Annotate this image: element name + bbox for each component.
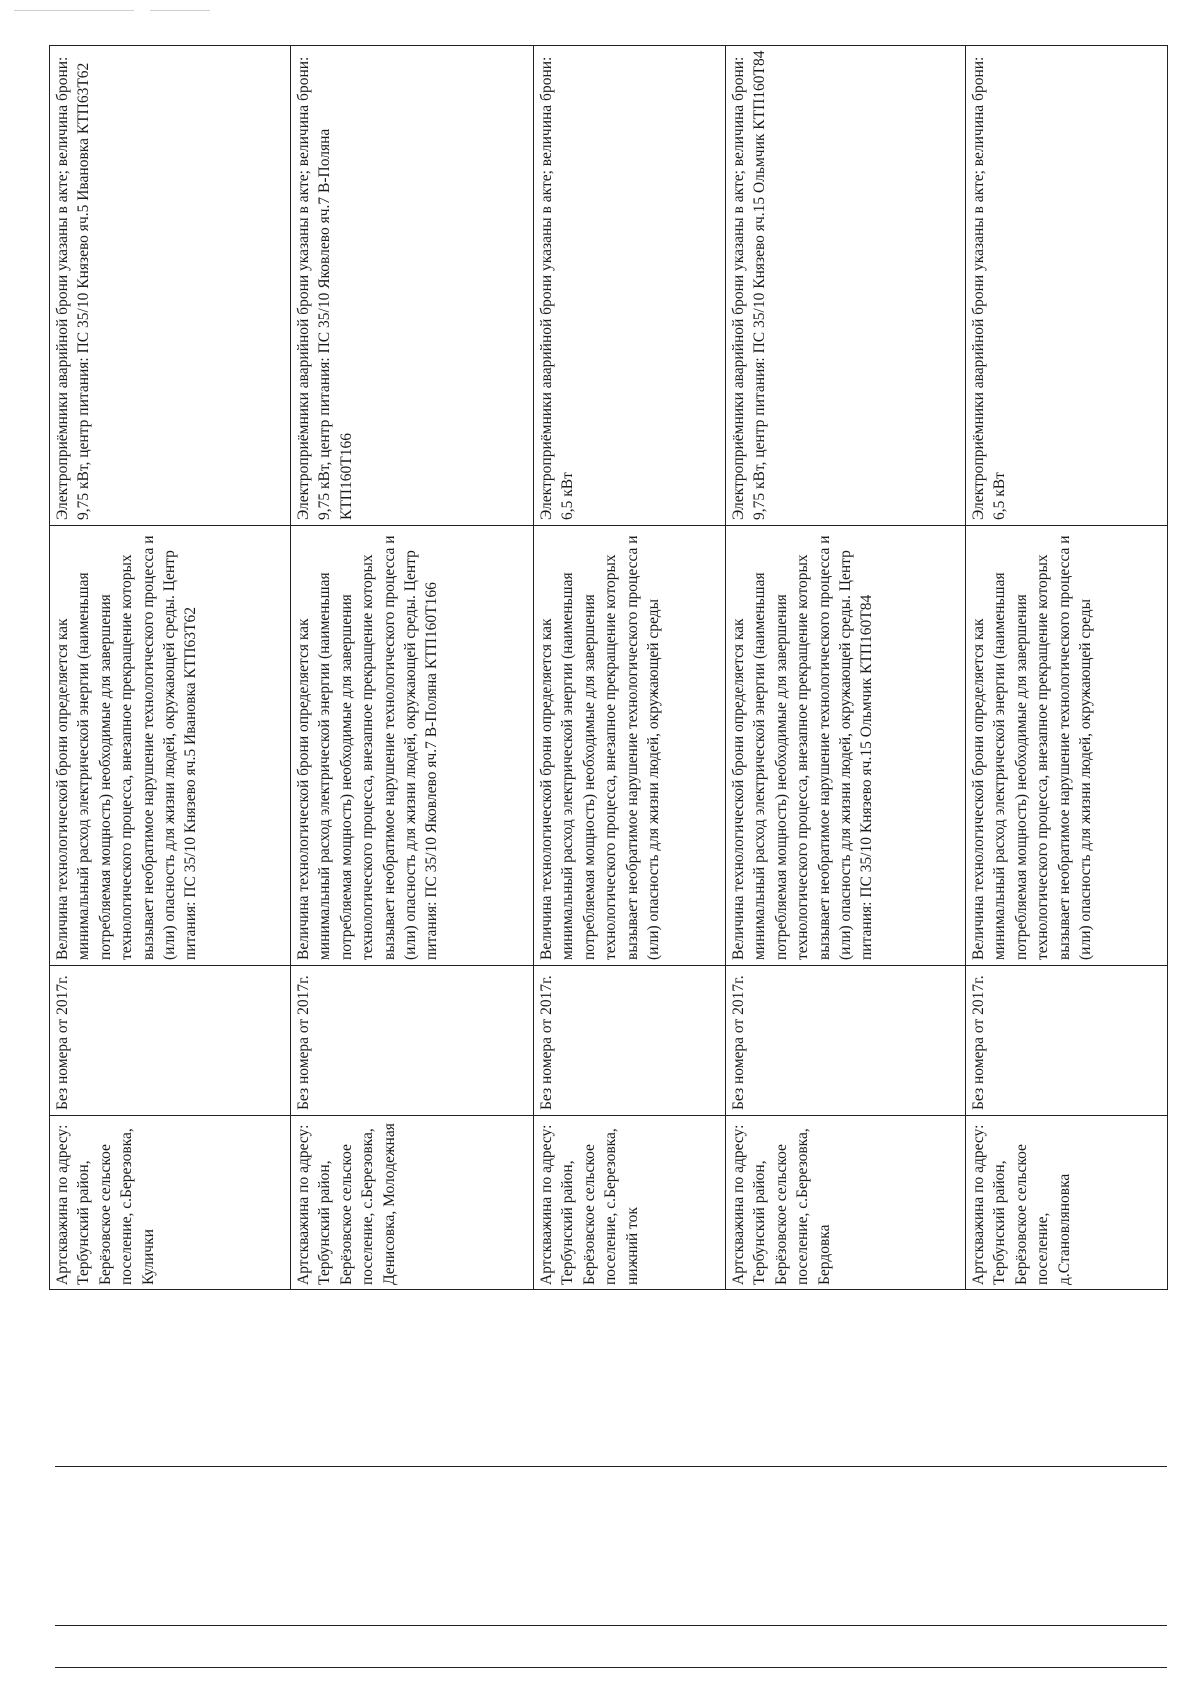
technological-text: Величина технологической брони определяется как минимальный расход электрической энергии (наименьшая потребляемая мощность) необходимые для завершения технологического процесса, внезапное прекращение которых вызывает необратимое нарушение технологического процесса и (или) опасность для жизни людей, окружающей среды. Центр питания: ПС 35/10 Яковлево яч.7 В-Поляна КТП160Т166: [295, 535, 441, 960]
document-text: Без номера от 2017г.: [54, 975, 71, 1110]
scan-artifact: [150, 10, 210, 11]
emergency-text: Электроприёмники аварийной брони указаны в акте; величина брони: 9,75 кВт, центр питания: ПС 35/10 Яковлево яч.7 В-Поляна КТП160Т166: [295, 56, 355, 520]
document-cell: [965, 965, 1168, 1115]
document-cell: [49, 965, 290, 1115]
technological-cell: [290, 525, 533, 965]
technological-text: Величина технологической брони определяется как минимальный расход электрической энергии (наименьшая потребляемая мощность) необходимые для завершения технологического процесса, внезапное прекращение которых вызывает необратимое нарушение технологического процесса и (или) опасность для жизни людей, окружающей среды. Центр питания: ПС 35/10 Князево яч.15 Ольмчик КТП160Т84: [730, 535, 876, 960]
emergency-cell: [49, 45, 290, 525]
page-rule: [55, 1625, 1167, 1626]
page-rule: [55, 1466, 1167, 1467]
technological-text: Величина технологической брони определяется как минимальный расход электрической энергии (наименьшая потребляемая мощность) необходимые для завершения технологического процесса, внезапное прекращение которых вызывает необратимое нарушение технологического процесса и (или) опасность для жизни людей, окружающей среды: [970, 535, 1095, 960]
emergency-cell: [965, 45, 1168, 525]
document-cell: [725, 965, 965, 1115]
emergency-text: Электроприёмники аварийной брони указаны в акте; величина брони: 6,5 кВт: [970, 56, 1009, 520]
technological-text: Величина технологической брони определяется как минимальный расход электрической энергии (наименьшая потребляемая мощность) необходимые для завершения технологического процесса, внезапное прекращение которых вызывает необратимое нарушение технологического процесса и (или) опасность для жизни людей, окружающей среды: [538, 535, 663, 960]
table-row: [965, 45, 1168, 1290]
document-cell: [533, 965, 725, 1115]
object-cell: [725, 1115, 965, 1290]
technological-text: Величина технологической брони определяется как минимальный расход электрической энергии (наименьшая потребляемая мощность) необходимые для завершения технологического процесса, внезапное прекращение которых вызывает необратимое нарушение технологического процесса и (или) опасность для жизни людей, окружающей среды. Центр питания: ПС 35/10 Князево яч.5 Ивановка КТП63Т62: [54, 535, 200, 960]
table-row: [49, 45, 290, 1290]
technological-cell: [965, 525, 1168, 965]
document-text: Без номера от 2017г.: [970, 975, 987, 1110]
document-text: Без номера от 2017г.: [730, 975, 747, 1110]
scan-artifact: [14, 10, 134, 11]
technological-cell: [49, 525, 290, 965]
object-cell: [533, 1115, 725, 1290]
object-cell: [49, 1115, 290, 1290]
emergency-text: Электроприёмники аварийной брони указаны в акте; величина брони: 6,5 кВт: [538, 56, 577, 520]
document-text: Без номера от 2017г.: [538, 975, 555, 1110]
emergency-cell: [533, 45, 725, 525]
object-text: Артскважина по адресу: Тербунский район, Берёзовское сельское поселение, с.Березовка, нижний ток: [538, 1124, 641, 1285]
technological-cell: [725, 525, 965, 965]
object-text: Артскважина по адресу: Тербунский район, Берёзовское сельское поселение, д.Становляновка: [970, 1124, 1073, 1285]
object-cell: [965, 1115, 1168, 1290]
document-text: Без номера от 2017г.: [295, 975, 312, 1110]
table-row: [290, 45, 533, 1290]
table-row: [725, 45, 965, 1290]
object-text: Артскважина по адресу: Тербунский район, Берёзовское сельское поселение, с.Березовка, Бердовка: [730, 1124, 833, 1285]
emergency-text: Электроприёмники аварийной брони указаны в акте; величина брони: 9,75 кВт, центр питания: ПС 35/10 Князево яч.15 Ольмчик КТП160Т84: [730, 50, 769, 520]
emergency-cell: [290, 45, 533, 525]
emergency-text: Электроприёмники аварийной брони указаны в акте; величина брони: 9,75 кВт, центр питания: ПС 35/10 Князево яч.5 Ивановка КТП63Т62: [54, 56, 93, 520]
emergency-cell: [725, 45, 965, 525]
table-row: [533, 45, 725, 1290]
technological-cell: [533, 525, 725, 965]
page-rule: [55, 1667, 1167, 1668]
object-cell: [290, 1115, 533, 1290]
object-text: Артскважина по адресу: Тербунский район, Берёзовское сельское поселение, с.Березовка, Кулички: [54, 1124, 157, 1285]
document-cell: [290, 965, 533, 1115]
object-text: Артскважина по адресу: Тербунский район, Берёзовское сельское поселение, с.Березовка, Денисовка, Молодежная: [295, 1123, 398, 1285]
